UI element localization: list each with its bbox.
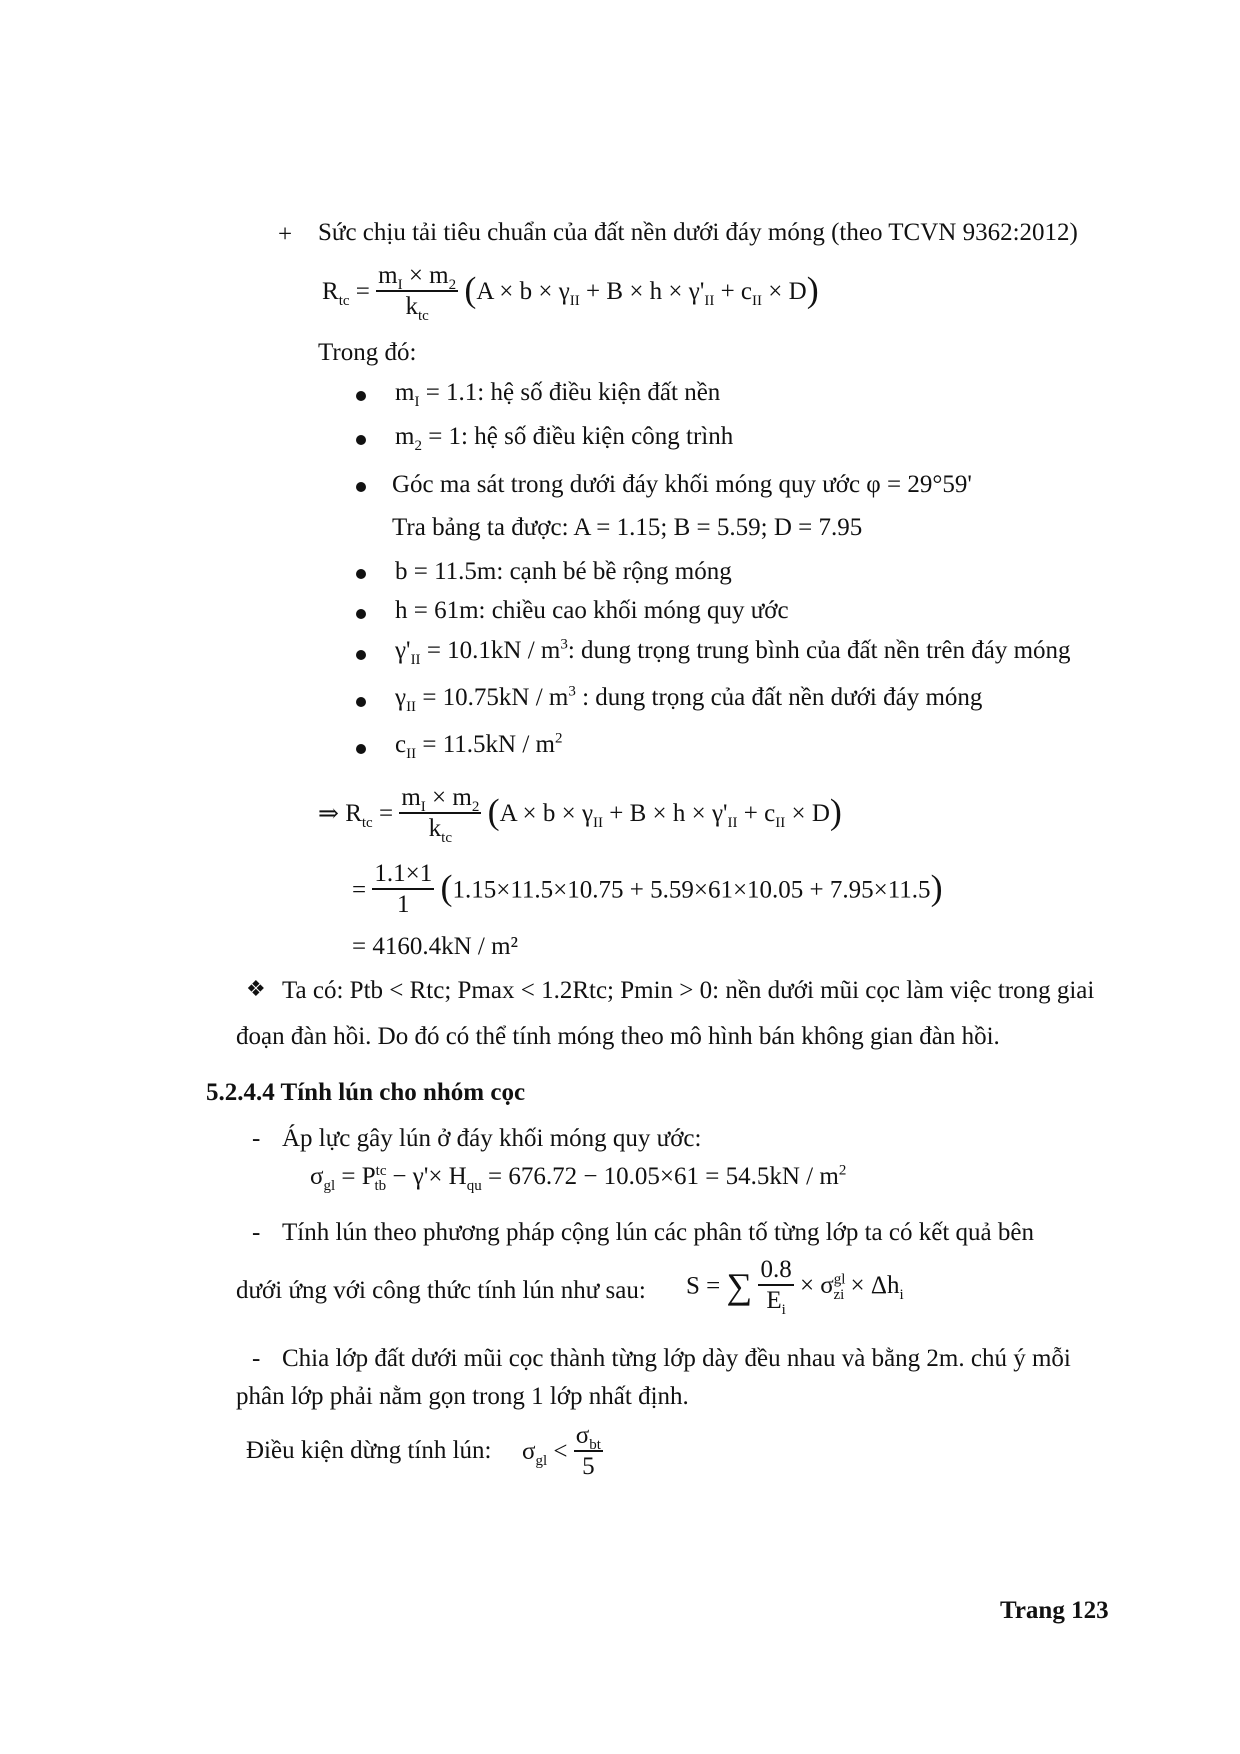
conclusion-line1: Ta có: Ptb < Rtc; Pmax < 1.2Rtc; Pmin > 0: nền dưới mũi cọc làm việc trong giai [282,977,1095,1004]
formula-substitution: = $\frac{1.1\times 1}{1}$ (1.15×11.5×10.75 + 5.59×61×10.05 + 7.95×11.5) [352,860,943,918]
bullet-dot [356,435,366,445]
bullet-dot [356,697,366,707]
table-lookup: Tra bảng ta được: A = 1.15; B = 5.59; D = 7.95 [392,514,863,541]
section-heading: 5.2.4.4 Tính lún cho nhóm cọc [206,1079,526,1106]
stop-formula: $\sigma_{gl}$ < $\frac{\sigma_{bt}}{5}$ [522,1422,601,1480]
item-method: Tính lún theo phương pháp cộng lún các phân tố từng lớp ta có kết quả bên [282,1219,1034,1246]
bullet-dot [356,609,366,619]
bullet-gamma-prime: $\gamma'_{II} = 10.1kN / m^3$: dung trọng trung bình của đất nền trên đáy móng [395,636,1071,668]
item-layers: Chia lớp đất dưới mũi cọc thành từng lớp dày đều nhau và bằng 2m. chú ý mỗi [282,1345,1071,1372]
formula-rtc-result: ⇒ $R_{tc}$ = $\frac{m_I \times m_2}{k_{tc}}$ $(A \times b \times \gamma_{II} + B \times h \times \gamma'_{II} + c_{II} \times D)$ [318,784,842,846]
bullet-m1: $m_I = 1.1$: hệ số điều kiện đất nền [395,379,721,410]
sub-num: 1.1×1 [372,860,434,890]
bullet-h: h = 61m: chiều cao khối móng quy ước [395,597,789,624]
dash-marker: - [252,1219,261,1246]
bullet-m2: $m_2 = 1$: hệ số điều kiện công trình [395,423,734,454]
diamond-marker: ❖ [246,976,266,1001]
bullet-dot [356,391,366,401]
bullet-b: b = 11.5m: cạnh bé bề rộng móng [395,558,732,585]
bullet-dot [356,482,366,492]
conclusion-line2: đoạn đàn hồi. Do đó có thể tính móng theo mô hình bán không gian đàn hồi. [236,1023,1000,1050]
bullet-dot [356,744,366,754]
item-pressure: Áp lực gây lún ở đáy khối móng quy ước: [282,1125,702,1152]
bullet-dot [356,650,366,660]
where-label: Trong đó: [318,339,417,366]
settlement-formula: S = ∑ $\frac{0.8}{E_i}$ × $\sigma^{gl}_{zi} \times \Delta h_i$ [686,1256,904,1318]
bullet-c: $c_{II} = 11.5kN / m^2$ [395,730,563,762]
settlement-text: dưới ứng với công thức tính lún như sau: [236,1277,646,1304]
rtc-value: = 4160.4kN / m² [352,933,519,960]
sigma-formula: $\sigma_{gl} = P^{tc}_{tb} - \gamma'\times H_{qu} = 676.72 - 10.05\times 61 = 54.5kN / m^2$ [310,1162,847,1194]
dash-marker: - [252,1345,261,1372]
page-number: Trang 123 [1000,1597,1109,1624]
dash-marker: - [252,1125,261,1152]
formula-rtc: $R_{tc}$ = $\frac{m_I \times m_2}{k_{tc}}$ $(A \times b \times \gamma_{II} + B \times h \times \gamma'_{II} + c_{II} \times D)$ [322,262,819,324]
layer-note: phân lớp phải nằm gọn trong 1 lớp nhất định. [236,1383,689,1410]
sub-body: 1.15×11.5×10.75 + 5.59×61×10.05 + 7.95×11.5 [452,876,931,904]
bullet-dot [356,569,366,579]
bullet-phi: Góc ma sát trong dưới đáy khối móng quy ước φ = 29°59' [392,471,972,498]
intro-text: Sức chịu tải tiêu chuẩn của đất nền dưới đáy móng (theo TCVN 9362:2012) [318,219,1078,246]
sub-den: 1 [397,890,410,918]
plus-marker: + [278,221,293,248]
implies-arrow: ⇒ [318,800,339,828]
stop-label: Điều kiện dừng tính lún: [246,1437,492,1464]
bullet-gamma: $\gamma_{II} = 10.75kN / m^3$ : dung trọng của đất nền dưới đáy móng [395,683,983,715]
